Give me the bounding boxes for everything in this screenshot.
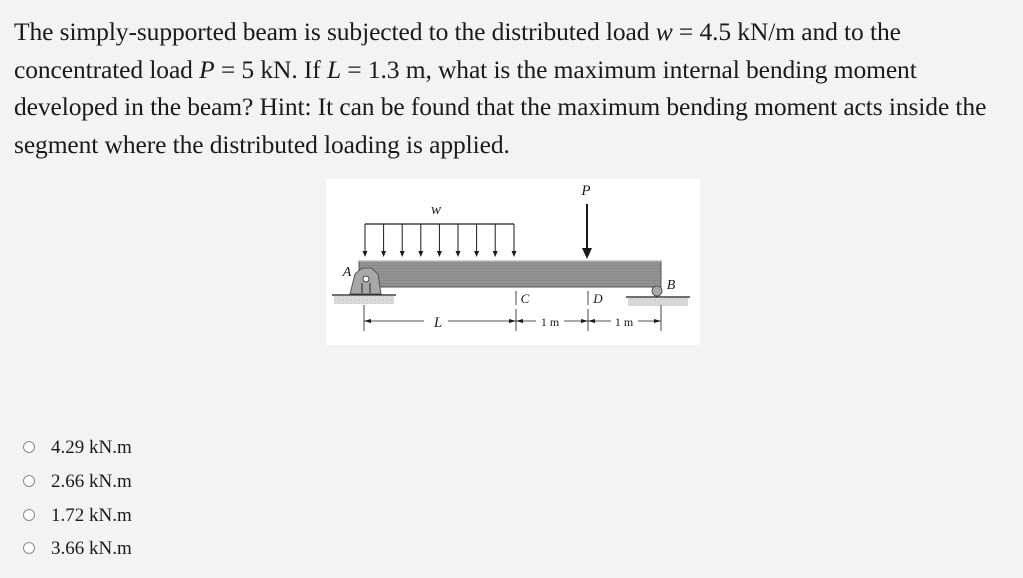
beam-figure xyxy=(326,179,700,345)
option-2[interactable] xyxy=(22,469,222,497)
question-part-1: The simply-supported beam is subjected to the distributed load xyxy=(14,17,656,46)
dimension-1m-cd: 1 m xyxy=(540,315,560,329)
symbol-p: P xyxy=(199,54,215,84)
question-part-3: = 5 kN. If xyxy=(214,54,327,84)
symbol-w: w xyxy=(655,17,673,46)
option-3[interactable] xyxy=(22,503,222,531)
option-1[interactable] xyxy=(22,435,222,463)
question-text xyxy=(14,13,1014,163)
symbol-l: L xyxy=(326,54,342,84)
label-p: P xyxy=(581,183,591,199)
beam xyxy=(359,261,661,287)
label-a: A xyxy=(342,265,352,280)
radio-button[interactable] xyxy=(23,509,35,521)
option-label: 3.66 kN.m xyxy=(51,538,132,559)
roller-support-b xyxy=(626,286,690,306)
question-part-2: = 4.5 kN/m and to the concentrated load xyxy=(14,17,901,84)
beam-diagram xyxy=(326,179,700,345)
option-label: 4.29 kN.m xyxy=(51,437,132,458)
concentrated-load-arrow xyxy=(582,204,592,259)
label-c: C xyxy=(520,291,530,306)
distributed-load xyxy=(363,224,517,257)
label-b: B xyxy=(666,278,676,293)
dimension-1m-db: 1 m xyxy=(614,315,634,329)
option-label: 1.72 kN.m xyxy=(51,505,132,526)
radio-button[interactable] xyxy=(23,475,35,487)
radio-button[interactable] xyxy=(23,542,35,554)
radio-button[interactable] xyxy=(23,441,35,453)
label-w: w xyxy=(430,202,442,218)
question-part-4: = 1.3 m, what is the maximum internal bending moment developed in the beam? Hint: It can be found that the maximum bending moment acts inside the segment where the distributed loading is applied. xyxy=(14,54,987,159)
option-label: 2.66 kN.m xyxy=(51,471,132,492)
label-l: L xyxy=(433,315,443,331)
label-d: D xyxy=(593,291,603,306)
option-4[interactable] xyxy=(22,536,222,564)
